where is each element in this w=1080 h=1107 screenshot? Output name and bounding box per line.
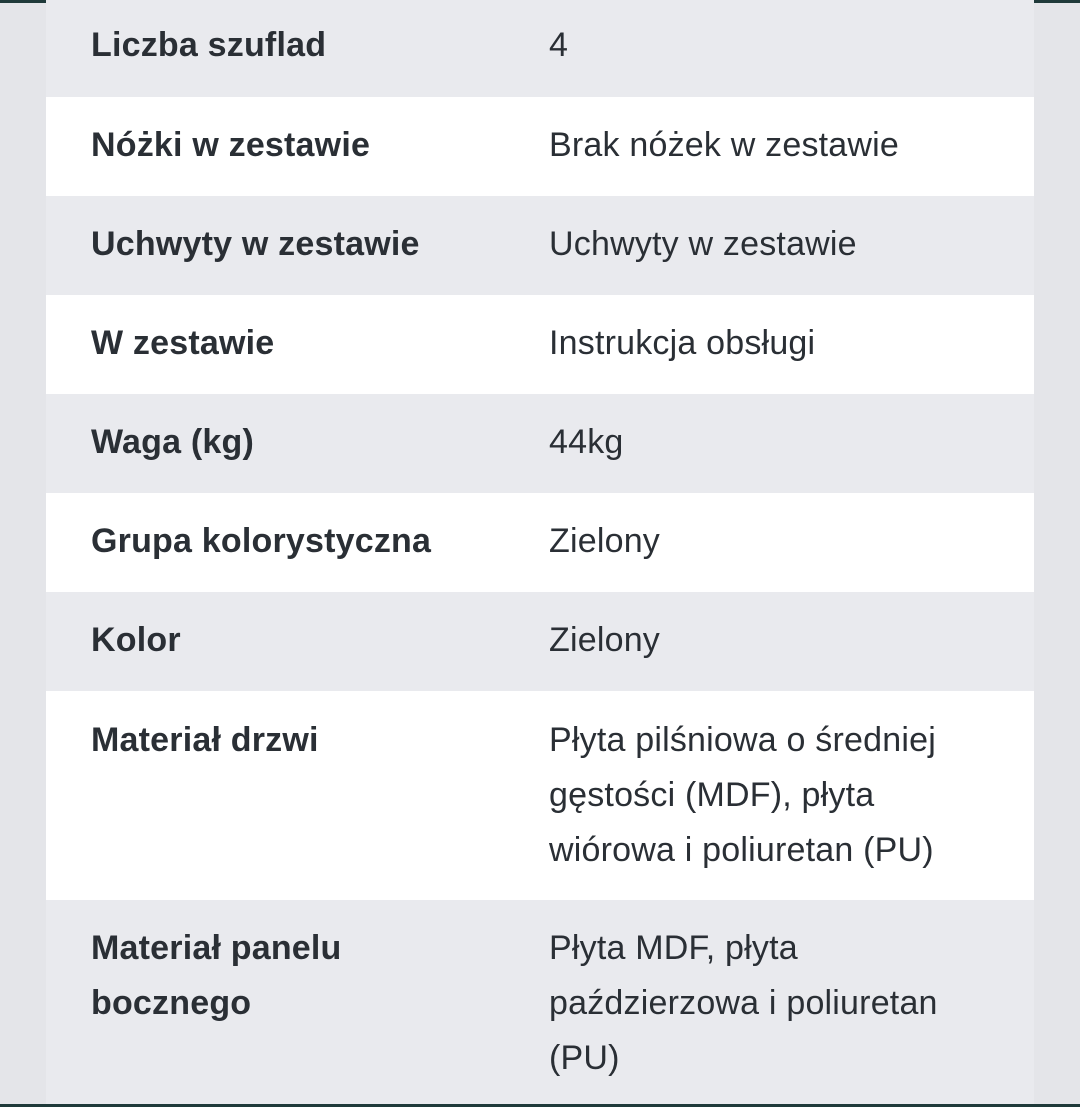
spec-label: Liczba szuflad (91, 26, 327, 64)
left-margin (0, 3, 46, 1104)
spec-label: Materiał drzwi (91, 721, 319, 759)
spec-value: Zielony (549, 621, 661, 659)
spec-row-door-material (46, 691, 1034, 900)
spec-label: Kolor (91, 621, 181, 659)
spec-value: Uchwyty w zestawie (549, 225, 857, 263)
spec-row-side-panel-material (46, 900, 1034, 1104)
spec-row-legs (46, 97, 1034, 196)
right-margin (1034, 3, 1080, 1104)
spec-value: Brak nóżek w zestawie (549, 126, 900, 164)
spec-row-color-group (46, 493, 1034, 592)
spec-row-drawers (46, 0, 1034, 97)
spec-value: Instrukcja obsługi (549, 324, 816, 362)
spec-value: 4 (549, 26, 569, 64)
spec-row-weight (46, 394, 1034, 493)
spec-value: Płyta pilśniowa o średniej gęstości (MDF), płyta wiórowa i poliuretan (PU) (549, 721, 936, 869)
spec-value: 44kg (549, 423, 624, 461)
spec-row-included (46, 295, 1034, 394)
spec-row-color (46, 592, 1034, 691)
spec-label: Grupa kolorystyczna (91, 522, 432, 560)
spec-label: Nóżki w zestawie (91, 126, 371, 164)
spec-label: Waga (kg) (91, 423, 254, 461)
spec-value: Płyta MDF, płyta paździerzowa i poliuretan (PU) (549, 929, 938, 1077)
spec-value: Zielony (549, 522, 661, 560)
spec-label: Materiał panelu bocznego (91, 929, 342, 1022)
spec-row-handles (46, 196, 1034, 295)
spec-label: W zestawie (91, 324, 275, 362)
spec-label: Uchwyty w zestawie (91, 225, 420, 263)
